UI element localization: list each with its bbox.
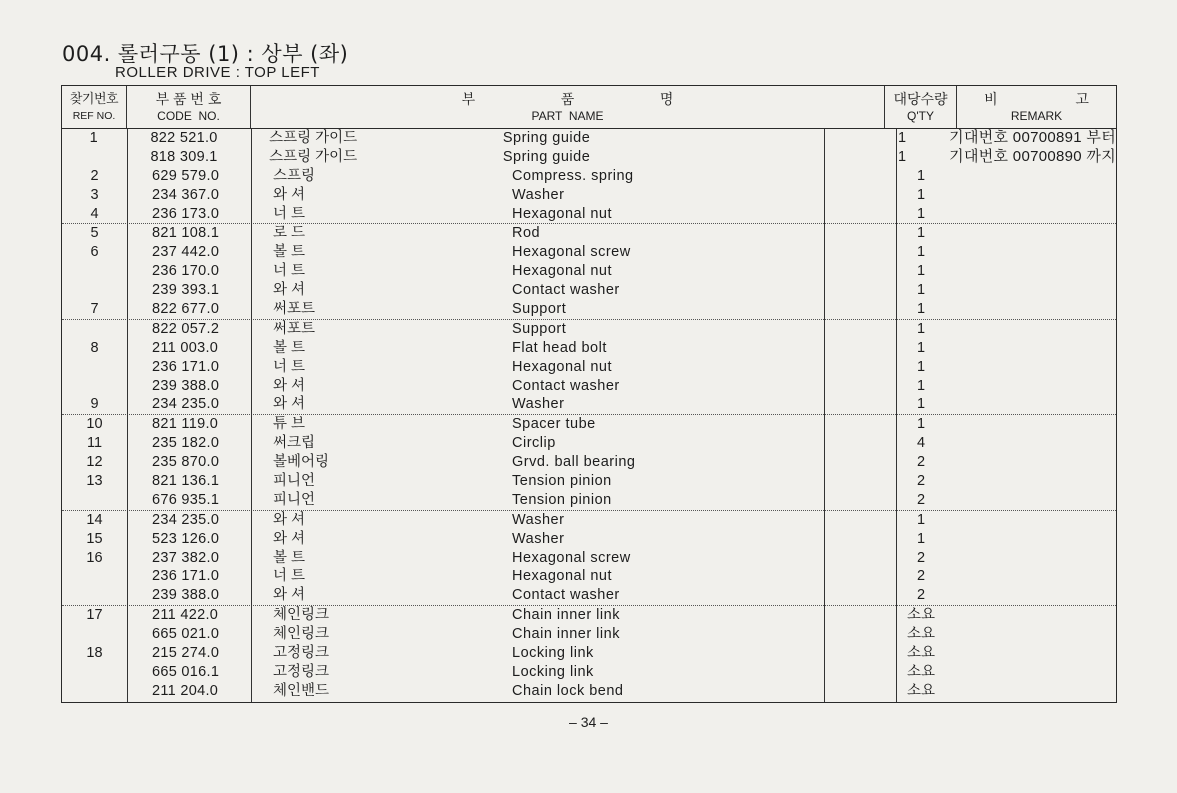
part-name-en-cell: Chain lock bend — [512, 682, 624, 699]
remark-cell — [957, 530, 1116, 549]
part-name-ko-cell: 체인링크 — [273, 626, 330, 643]
part-name-en-cell: Spring guide — [502, 148, 591, 165]
code-no-cell: 234 367.0 — [152, 186, 220, 203]
row-group — [62, 415, 1116, 510]
qty-cell: 1 — [898, 148, 907, 165]
part-name-ko-cell: 체인밴드 — [273, 682, 330, 699]
remark-cell — [957, 243, 1116, 262]
qty-cell: 1 — [916, 358, 926, 375]
part-name-en-cell: Tension pinion — [512, 491, 612, 508]
header-remark-ko: 비 고 — [984, 91, 1089, 107]
part-name-en-cell: Spring guide — [502, 130, 591, 146]
part-name-ko-cell: 피니언 — [273, 491, 316, 508]
part-name-ko-cell: 와 셔 — [273, 530, 306, 547]
part-name-en-cell: Hexagonal nut — [512, 205, 613, 222]
part-name-en-cell: Washer — [512, 530, 565, 547]
remark-cell — [957, 549, 1116, 568]
code-no-cell: 676 935.1 — [152, 491, 220, 508]
part-name-ko-cell: 너 트 — [273, 205, 306, 222]
qty-cell: 1 — [916, 167, 926, 184]
table-row — [62, 434, 1116, 453]
ref-no-cell — [62, 663, 127, 682]
ref-no-cell: 17 — [86, 607, 103, 624]
ref-no-cell: 2 — [90, 167, 99, 184]
table-row — [62, 129, 1116, 148]
header-ref-en: REF NO. — [72, 110, 116, 122]
qty-cell: 4 — [916, 435, 926, 452]
part-name-en-cell: Flat head bolt — [512, 339, 607, 356]
ref-no-cell: 12 — [86, 454, 103, 471]
part-name-en-cell: Support — [512, 320, 567, 337]
remark-cell — [957, 320, 1116, 339]
part-name-ko-cell: 스프링 가이드 — [269, 148, 358, 165]
remark-cell — [957, 415, 1116, 434]
remark-cell — [957, 224, 1116, 243]
part-name-en-cell: Chain inner link — [512, 626, 620, 643]
row-group — [62, 320, 1116, 415]
ref-no-cell: 4 — [90, 205, 99, 222]
part-name-ko-cell: 써크립 — [273, 435, 316, 452]
qty-cell: 2 — [916, 568, 926, 585]
header-code-en: CODE NO. — [157, 109, 220, 123]
part-name-ko-cell: 와 셔 — [273, 396, 306, 413]
part-name-en-cell: Hexagonal screw — [512, 549, 631, 566]
header-code-no — [127, 86, 251, 128]
table-header — [62, 86, 1116, 129]
ref-no-cell: 15 — [86, 530, 103, 547]
table-row — [62, 186, 1116, 205]
part-name-en-cell: Hexagonal nut — [512, 263, 613, 280]
ref-no-cell: 14 — [86, 511, 103, 528]
part-name-ko-cell: 볼베어링 — [273, 454, 330, 471]
qty-cell: 2 — [916, 454, 926, 471]
header-part-name — [251, 86, 885, 128]
part-name-en-cell: Grvd. ball bearing — [512, 454, 636, 471]
table-row — [62, 281, 1116, 300]
code-no-cell: 629 579.0 — [152, 167, 220, 184]
ref-no-cell — [62, 625, 127, 644]
header-ref-no — [62, 86, 127, 128]
remark-cell: 기대번호 00700890 까지 — [949, 147, 1116, 165]
qty-cell: 2 — [916, 587, 926, 604]
qty-cell: 1 — [916, 320, 926, 337]
code-no-cell: 822 677.0 — [152, 301, 220, 318]
part-name-en-cell: Circlip — [512, 435, 556, 452]
code-no-cell: 665 016.1 — [152, 663, 220, 680]
code-no-cell: 235 870.0 — [152, 454, 220, 471]
qty-cell: 1 — [916, 282, 926, 299]
table-row — [62, 606, 1116, 625]
code-no-cell: 818 309.1 — [150, 148, 218, 165]
remark-cell — [957, 472, 1116, 491]
qty-cell: 1 — [916, 511, 926, 528]
part-name-ko-cell: 고정링크 — [273, 645, 330, 662]
code-no-cell: 234 235.0 — [152, 396, 220, 413]
table-row — [62, 243, 1116, 262]
remark-cell — [957, 644, 1116, 663]
remark-cell — [957, 567, 1116, 586]
table-row — [62, 395, 1116, 414]
ref-no-cell: 10 — [86, 416, 103, 433]
ref-no-cell — [62, 567, 127, 586]
code-no-cell: 211 422.0 — [152, 607, 219, 624]
part-name-en-cell: Spacer tube — [512, 416, 596, 433]
table-row — [62, 339, 1116, 358]
ref-no-cell — [62, 281, 127, 300]
ref-no-cell: 13 — [86, 473, 103, 490]
part-name-en-cell: Support — [512, 301, 567, 318]
qty-cell: 소요 — [906, 626, 935, 643]
qty-cell: 1 — [916, 244, 926, 261]
part-name-ko-cell: 스프링 가이드 — [269, 130, 358, 146]
table-row — [62, 625, 1116, 644]
qty-cell: 소요 — [906, 645, 935, 662]
part-name-en-cell: Washer — [512, 396, 565, 413]
remark-cell — [957, 453, 1116, 472]
part-name-ko-cell: 와 셔 — [273, 587, 306, 604]
qty-cell: 1 — [898, 130, 907, 146]
remark-cell: 기대번호 00700891 부터 — [949, 129, 1116, 146]
remark-cell — [957, 434, 1116, 453]
ref-no-cell — [62, 586, 127, 605]
code-no-cell: 235 182.0 — [152, 435, 220, 452]
code-no-cell: 237 442.0 — [152, 244, 220, 261]
table-row — [62, 530, 1116, 549]
table-row — [62, 320, 1116, 339]
table-row — [62, 358, 1116, 377]
code-no-cell: 237 382.0 — [152, 549, 220, 566]
table-row — [62, 377, 1116, 396]
header-qty-ko: 대당수량 — [893, 91, 948, 107]
remark-cell — [957, 262, 1116, 281]
remark-cell — [957, 186, 1116, 205]
header-name-ko: 부 품 명 — [461, 91, 674, 107]
table-row — [62, 682, 1116, 701]
remark-cell — [957, 339, 1116, 358]
ref-no-cell — [62, 148, 125, 167]
code-no-cell: 211 204.0 — [152, 682, 219, 699]
ref-no-cell — [62, 358, 127, 377]
code-no-cell: 821 108.1 — [152, 225, 220, 242]
part-name-ko-cell: 피니언 — [273, 473, 316, 490]
part-name-ko-cell: 로 드 — [273, 225, 306, 242]
qty-cell: 1 — [916, 225, 926, 242]
qty-cell: 1 — [916, 263, 926, 280]
page-title: 004. 롤러구동 (1) : 상부 (좌) — [62, 42, 349, 66]
ref-no-cell — [62, 320, 127, 339]
remark-cell — [957, 395, 1116, 414]
ref-no-cell: 5 — [90, 225, 99, 242]
part-name-ko-cell: 너 트 — [273, 358, 306, 375]
ref-no-cell: 9 — [90, 396, 99, 413]
part-name-ko-cell: 와 셔 — [273, 377, 306, 394]
code-no-cell: 239 388.0 — [152, 377, 220, 394]
part-name-en-cell: Contact washer — [512, 282, 620, 299]
part-name-ko-cell: 와 셔 — [273, 282, 306, 299]
ref-no-cell: 11 — [86, 435, 103, 452]
table-row — [62, 511, 1116, 530]
qty-cell: 2 — [916, 549, 926, 566]
qty-cell: 소요 — [906, 663, 935, 680]
remark-cell — [957, 625, 1116, 644]
qty-cell: 소요 — [906, 682, 935, 699]
ref-no-cell: 8 — [90, 339, 99, 356]
page-number: – 34 – — [569, 714, 608, 730]
header-name-en: PART NAME — [531, 109, 604, 123]
remark-cell — [957, 511, 1116, 530]
ref-no-cell: 1 — [89, 130, 98, 146]
row-group — [62, 129, 1116, 224]
qty-cell: 1 — [916, 301, 926, 318]
qty-cell: 2 — [916, 473, 926, 490]
part-name-ko-cell: 너 트 — [273, 263, 306, 280]
code-no-cell: 239 388.0 — [152, 587, 220, 604]
code-no-cell: 821 136.1 — [152, 473, 220, 490]
table-row — [62, 663, 1116, 682]
remark-cell — [957, 606, 1116, 625]
part-name-en-cell: Locking link — [512, 645, 594, 662]
code-no-cell: 822 521.0 — [150, 130, 218, 146]
part-name-ko-cell: 써포트 — [273, 320, 316, 337]
header-code-ko: 부 품 번 호 — [155, 91, 222, 107]
part-name-ko-cell: 고정링크 — [273, 663, 330, 680]
ref-no-cell — [62, 377, 127, 396]
part-name-en-cell: Washer — [512, 511, 565, 528]
code-no-cell: 236 173.0 — [152, 205, 220, 222]
code-no-cell: 211 003.0 — [152, 339, 219, 356]
code-no-cell: 236 171.0 — [152, 358, 220, 375]
part-name-ko-cell: 와 셔 — [273, 511, 306, 528]
code-no-cell: 234 235.0 — [152, 511, 220, 528]
ref-no-cell — [62, 682, 127, 701]
table-row — [62, 224, 1116, 243]
part-name-ko-cell: 써포트 — [273, 301, 316, 318]
part-name-en-cell: Washer — [512, 186, 565, 203]
page-subtitle: ROLLER DRIVE : TOP LEFT — [115, 64, 320, 81]
code-no-cell: 236 170.0 — [152, 263, 220, 280]
code-no-cell: 822 057.2 — [152, 320, 220, 337]
table-row — [62, 205, 1116, 224]
header-ref-ko: 찾기번호 — [69, 91, 119, 106]
part-name-en-cell: Hexagonal nut — [512, 358, 613, 375]
code-no-cell: 821 119.0 — [152, 416, 219, 433]
part-name-en-cell: Rod — [512, 225, 541, 242]
ref-no-cell — [62, 491, 127, 510]
qty-cell: 소요 — [906, 607, 935, 624]
ref-no-cell: 7 — [90, 301, 99, 318]
remark-cell — [957, 377, 1116, 396]
remark-cell — [957, 167, 1116, 186]
ref-no-cell: 18 — [86, 645, 103, 662]
remark-cell — [957, 300, 1116, 319]
remark-cell — [957, 205, 1116, 224]
ref-no-cell: 6 — [90, 244, 99, 261]
part-name-ko-cell: 볼 트 — [273, 339, 306, 356]
part-name-ko-cell: 너 트 — [273, 568, 306, 585]
ref-no-cell: 3 — [90, 186, 99, 203]
part-name-en-cell: Locking link — [512, 663, 594, 680]
qty-cell: 1 — [916, 416, 926, 433]
part-name-ko-cell: 볼 트 — [273, 244, 306, 261]
qty-cell: 1 — [916, 530, 926, 547]
code-no-cell: 665 021.0 — [152, 626, 220, 643]
table-row — [62, 491, 1116, 510]
row-group — [62, 606, 1116, 700]
table-row — [62, 415, 1116, 434]
part-name-ko-cell: 와 셔 — [273, 186, 306, 203]
part-name-ko-cell: 튜 브 — [273, 416, 306, 433]
qty-cell: 1 — [916, 339, 926, 356]
code-no-cell: 523 126.0 — [152, 530, 220, 547]
table-row — [62, 644, 1116, 663]
part-name-en-cell: Compress. spring — [512, 167, 634, 184]
row-group — [62, 224, 1116, 319]
part-name-en-cell: Hexagonal nut — [512, 568, 613, 585]
remark-cell — [957, 491, 1116, 510]
remark-cell — [957, 281, 1116, 300]
table-row — [62, 567, 1116, 586]
code-no-cell: 236 171.0 — [152, 568, 220, 585]
header-qty-en: Q'TY — [907, 109, 934, 123]
remark-cell — [957, 358, 1116, 377]
part-name-ko-cell: 체인링크 — [273, 607, 330, 624]
table-row — [62, 167, 1116, 186]
part-name-en-cell: Contact washer — [512, 587, 620, 604]
header-remark — [957, 86, 1116, 128]
part-name-en-cell: Contact washer — [512, 377, 620, 394]
header-qty — [885, 86, 957, 128]
table-row — [62, 300, 1116, 319]
qty-cell: 1 — [916, 377, 926, 394]
qty-cell: 1 — [916, 396, 926, 413]
table-row — [62, 262, 1116, 281]
part-name-en-cell: Tension pinion — [512, 473, 612, 490]
row-group — [62, 511, 1116, 606]
remark-cell — [957, 663, 1116, 682]
table-row — [62, 453, 1116, 472]
ref-no-cell — [62, 262, 127, 281]
parts-table — [61, 85, 1117, 703]
table-row — [62, 549, 1116, 568]
part-name-en-cell: Chain inner link — [512, 607, 620, 624]
part-name-ko-cell: 볼 트 — [273, 549, 306, 566]
table-row — [62, 148, 1116, 167]
part-name-en-cell: Hexagonal screw — [512, 244, 631, 261]
remark-cell — [957, 682, 1116, 701]
code-no-cell: 239 393.1 — [152, 282, 220, 299]
row-groups — [62, 129, 1116, 701]
remark-cell — [957, 586, 1116, 605]
table-body — [62, 129, 1116, 702]
header-remark-en: REMARK — [1010, 109, 1063, 123]
qty-cell: 2 — [916, 491, 926, 508]
table-row — [62, 586, 1116, 605]
qty-cell: 1 — [916, 186, 926, 203]
ref-no-cell: 16 — [86, 549, 103, 566]
qty-cell: 1 — [916, 205, 926, 222]
table-row — [62, 472, 1116, 491]
code-no-cell: 215 274.0 — [152, 645, 220, 662]
part-name-ko-cell: 스프링 — [273, 167, 316, 184]
